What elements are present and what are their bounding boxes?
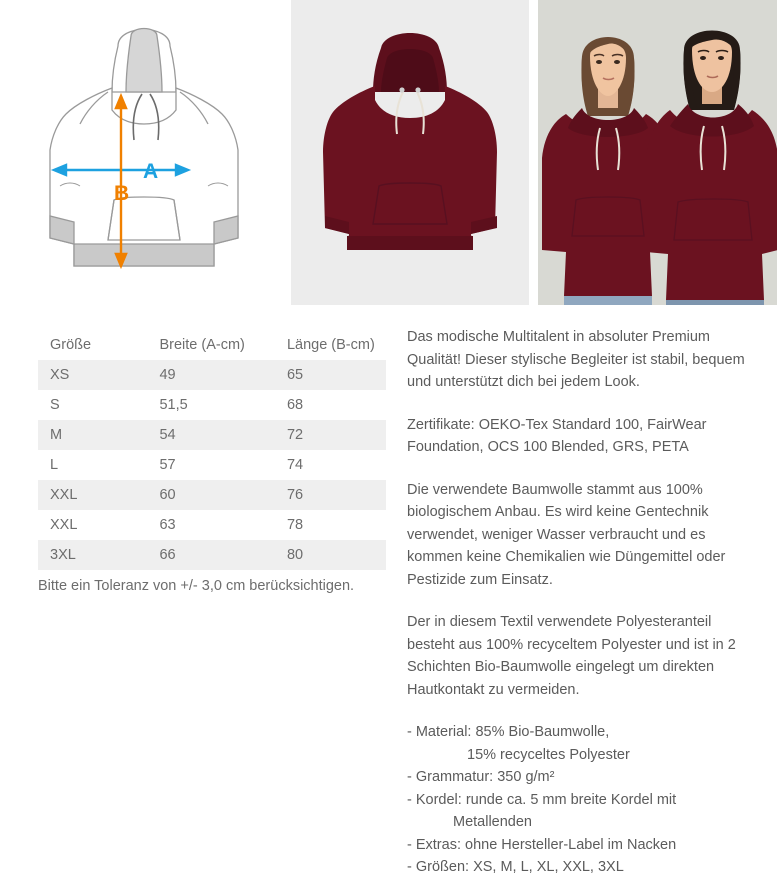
spec-grammage: - Grammatur: 350 g/m² — [407, 769, 555, 785]
cell-size: M — [50, 427, 63, 443]
cell-size: XXL — [50, 517, 78, 533]
table-row — [38, 390, 386, 420]
measure-label-b: B — [114, 182, 130, 205]
table-row — [38, 510, 386, 540]
product-image-row — [0, 0, 777, 305]
spec-sizes: - Größen: XS, M, L, XL, XXL, 3XL — [407, 859, 624, 875]
cell-width: 54 — [159, 427, 176, 443]
table-row — [38, 420, 386, 450]
description-paragraph-cotton: Die verwendete Baumwolle stammt aus 100% biologischem Anbau. Es wird keine Gentechnik verwendet, weniger Wasser verbraucht und es kommen keine Chemikalien wie Düngemittel oder Pestizide zum Einsatz. — [407, 481, 726, 588]
spec-material: - Material: 85% Bio-Baumwolle, — [407, 724, 610, 740]
cell-length: 76 — [286, 487, 304, 503]
flat-product-photo — [291, 0, 529, 305]
cell-size: L — [50, 457, 59, 473]
spec-cord: - Kordel: runde ca. 5 mm breite Kordel mit — [407, 791, 677, 808]
cell-width: 60 — [159, 487, 176, 503]
measure-label-a: A — [143, 160, 159, 183]
size-table-header-row — [38, 330, 386, 360]
spec-material-cont: 15% recyceltes Polyester — [467, 746, 630, 763]
spec-extras: - Extras: ohne Hersteller-Label im Nacken — [407, 836, 677, 853]
column-header-size: Größe — [50, 337, 92, 353]
cell-length: 65 — [286, 367, 304, 383]
table-row — [38, 480, 386, 510]
description-paragraph-certificates: Zertifikate: OEKO-Tex Standard 100, FairWear Foundation, OCS 100 Blended, GRS, PETA — [407, 416, 707, 455]
cell-length: 80 — [286, 547, 304, 563]
hoodie-flat-icon — [291, 0, 529, 305]
models-wearing-hoodie-icon — [538, 0, 777, 305]
cell-size: S — [50, 397, 60, 413]
cell-length: 78 — [286, 517, 304, 533]
technical-drawing-panel — [0, 0, 285, 305]
model-photo — [538, 0, 777, 305]
cell-width: 63 — [159, 517, 176, 533]
size-table — [38, 330, 386, 570]
table-row — [38, 540, 386, 570]
cell-width: 51,5 — [159, 397, 188, 413]
tolerance-note: Bitte ein Toleranz von +/- 3,0 cm berücksichtigen. — [38, 578, 355, 594]
cell-size: XXL — [50, 487, 78, 503]
cell-size: XS — [50, 367, 70, 383]
cell-length: 74 — [286, 457, 304, 473]
product-description — [407, 326, 747, 879]
cell-width: 57 — [159, 457, 176, 473]
cell-size: 3XL — [50, 547, 76, 563]
cell-width: 49 — [159, 367, 176, 383]
cell-length: 72 — [286, 427, 304, 443]
description-paragraph-intro: Das modische Multitalent in absoluter Premium Qualität! Dieser stylische Begleiter ist stabil, bequem und unterstützt dich bei jedem Look. — [407, 329, 745, 390]
column-header-length: Länge (B-cm) — [286, 337, 375, 353]
specification-list — [407, 721, 747, 879]
technical-drawing-icon — [0, 0, 285, 305]
table-row — [38, 360, 386, 390]
column-header-width: Breite (A-cm) — [159, 337, 245, 353]
spec-cord-cont: Metallenden — [453, 814, 532, 830]
cell-length: 68 — [286, 397, 304, 413]
cell-width: 66 — [159, 547, 176, 563]
table-row — [38, 450, 386, 480]
description-paragraph-polyester: Der in diesem Textil verwendete Polyesteranteil besteht aus 100% recyceltem Polyester und ist in 2 Schichten Bio-Baumwolle eingelegt um direkten Hautkontakt zu vermeiden. — [407, 614, 736, 698]
